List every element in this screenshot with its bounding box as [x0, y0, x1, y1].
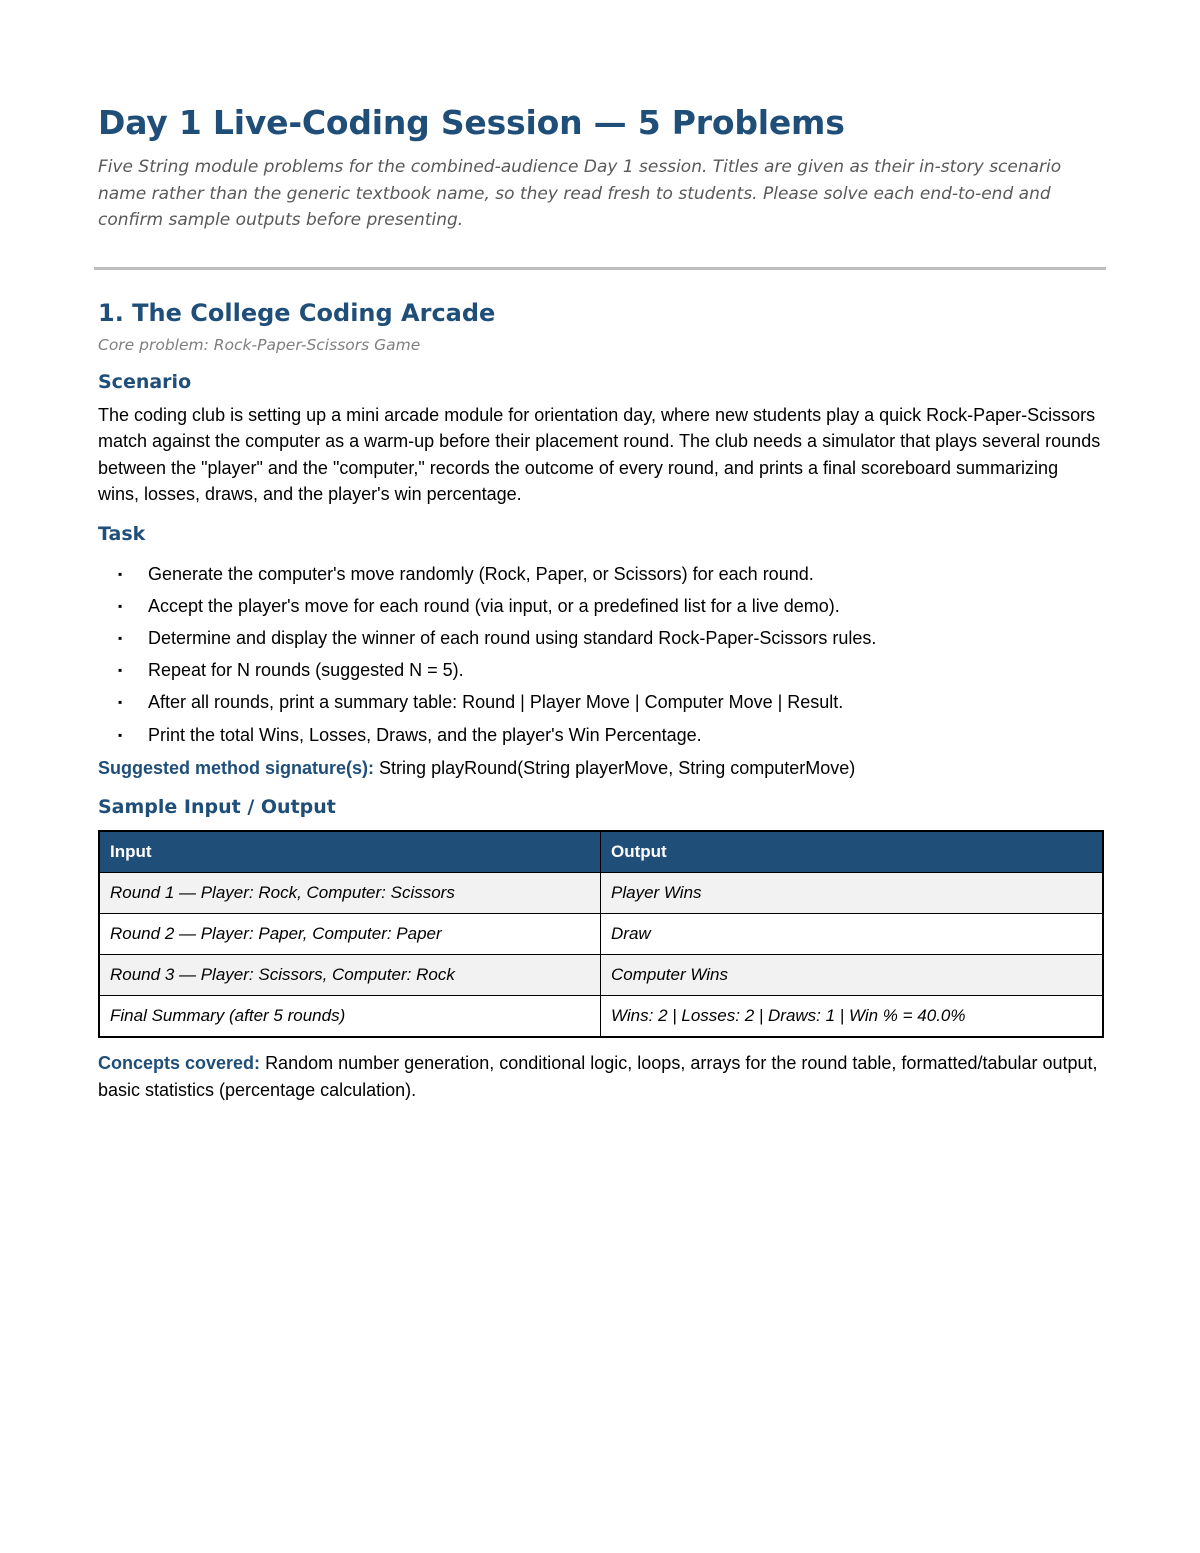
problem-section	[98, 296, 1102, 1104]
column-header-output: Output	[601, 831, 1104, 873]
task-text: After all rounds, print a summary table: Round | Player Move | Computer Move | Result.	[148, 692, 844, 713]
document-title: Day 1 Live-Coding Session — 5 Problems	[98, 103, 845, 142]
list-item	[98, 719, 1102, 751]
task-text: Repeat for N rounds (suggested N = 5).	[148, 660, 464, 681]
table-cell-input: Round 2 — Player: Paper, Computer: Paper	[99, 914, 601, 955]
sample-heading: Sample Input / Output	[98, 796, 336, 819]
column-header-input: Input	[99, 831, 601, 873]
table-cell-output: Draw	[601, 914, 1104, 955]
task-text: Generate the computer's move randomly (Rock, Paper, or Scissors) for each round.	[148, 563, 814, 584]
concepts-covered	[98, 1050, 1102, 1103]
table-row	[99, 996, 1103, 1038]
table-row	[99, 955, 1103, 996]
list-item	[98, 590, 1102, 622]
signature-label: Suggested method signature(s):	[98, 757, 375, 778]
bullet-icon: ▪	[118, 630, 123, 645]
method-signature	[98, 755, 1102, 782]
table-row	[99, 914, 1103, 955]
horizontal-divider	[94, 267, 1106, 270]
list-item	[98, 622, 1102, 654]
task-text: Print the total Wins, Losses, Draws, and the player's Win Percentage.	[148, 724, 702, 745]
problem-title: 1. The College Coding Arcade	[98, 298, 496, 327]
concepts-value: Random number generation, conditional logic, loops, arrays for the round table, formatted/tabular output, basic statistics (percentage calculation).	[98, 1053, 1098, 1100]
table-cell-output: Computer Wins	[601, 955, 1104, 996]
table-cell-output: Wins: 2 | Losses: 2 | Draws: 1 | Win % = 40.0%	[601, 996, 1104, 1038]
table-row	[99, 873, 1103, 914]
list-item	[98, 686, 1102, 718]
task-heading: Task	[98, 522, 146, 545]
concepts-label: Concepts covered:	[98, 1053, 261, 1074]
table-cell-input: Round 3 — Player: Scissors, Computer: Rock	[99, 955, 601, 996]
bullet-icon: ▪	[118, 566, 123, 581]
bullet-icon: ▪	[118, 695, 123, 710]
table-cell-output: Player Wins	[601, 873, 1104, 914]
list-item	[98, 558, 1102, 590]
table-header-row	[99, 831, 1103, 873]
scenario-text: The coding club is setting up a mini arcade module for orientation day, where new students play a quick Rock-Paper-Scissors match against the computer as a warm-up before their placement round. The club needs a simulator that plays several rounds between the "player" and the "computer," records the outcome of every round, and prints a final scoreboard summarizing wins, losses, draws, and the player's win percentage.	[98, 404, 1101, 504]
bullet-icon: ▪	[118, 663, 123, 678]
bullet-icon: ▪	[118, 598, 123, 613]
task-text: Accept the player's move for each round (via input, or a predefined list for a live demo).	[148, 595, 840, 616]
task-list	[98, 558, 1102, 751]
bullet-icon: ▪	[118, 727, 123, 742]
table-cell-input: Round 1 — Player: Rock, Computer: Scissors	[99, 873, 601, 914]
list-item	[98, 654, 1102, 686]
document-intro: Five String module problems for the combined-audience Day 1 session. Titles are given as their in-story scenario name rather than the generic textbook name, so they read fresh to students. Please solve each end-to-end and confirm sample outputs before presenting.	[98, 157, 1062, 230]
signature-value: String playRound(String playerMove, String computerMove)	[379, 757, 856, 778]
scenario-heading: Scenario	[98, 370, 192, 393]
task-text: Determine and display the winner of each round using standard Rock-Paper-Scissors rules.	[148, 627, 877, 648]
table-cell-input: Final Summary (after 5 rounds)	[99, 996, 601, 1038]
sample-io-table	[98, 830, 1104, 1038]
core-problem-subtitle: Core problem: Rock-Paper-Scissors Game	[98, 335, 421, 354]
